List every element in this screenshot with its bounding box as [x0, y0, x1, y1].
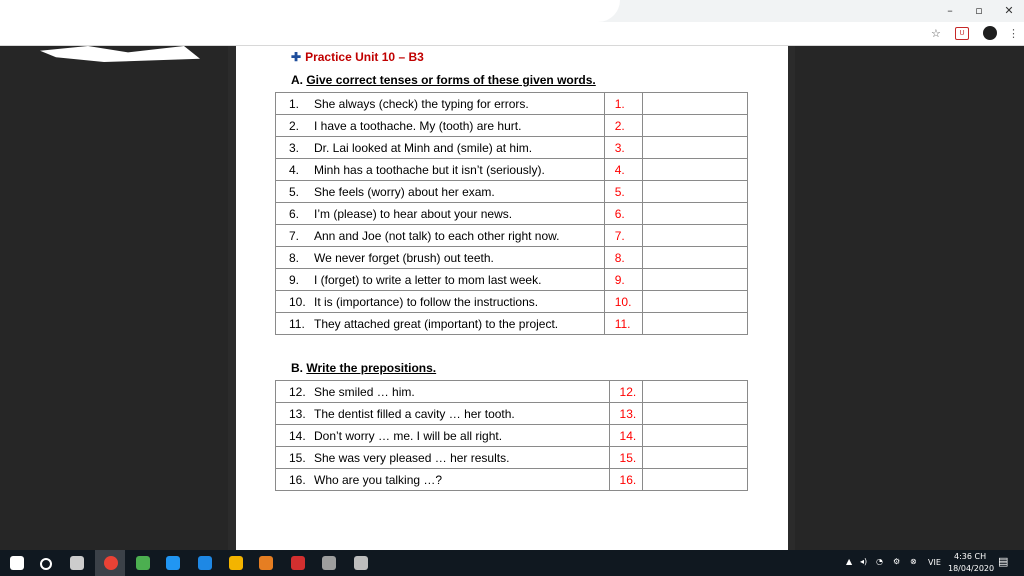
sync-icon[interactable]: ⚙	[893, 557, 901, 566]
question-number: 10.	[289, 294, 306, 309]
answer-number: 3.	[604, 137, 642, 159]
extension-icon[interactable]: U	[955, 27, 969, 40]
question-cell	[276, 203, 605, 225]
question-cell	[276, 247, 605, 269]
answer-number: 8.	[604, 247, 642, 269]
answer-number: 15.	[609, 447, 642, 469]
question-number: 7.	[289, 228, 300, 243]
question-row	[276, 159, 748, 181]
question-cell	[276, 269, 605, 291]
section-a-prefix: A.	[291, 73, 303, 87]
notification-icon[interactable]: ▤	[998, 555, 1009, 568]
answer-number: 9.	[604, 269, 642, 291]
right-viewer-pane	[795, 46, 1024, 550]
profile-avatar[interactable]	[983, 26, 997, 40]
question-text: It is (importance) to follow the instructions.	[314, 294, 539, 309]
question-text: She smiled … him.	[314, 384, 415, 399]
answer-blank-cell[interactable]	[642, 381, 748, 403]
question-cell	[276, 159, 605, 181]
clock-date[interactable]: 18/04/2020	[948, 564, 995, 573]
minimize-button[interactable]: –	[947, 4, 953, 17]
section-a-heading-text: Give correct tenses or forms of these given words.	[306, 73, 596, 87]
question-text: Don’t worry … me. I will be all right.	[314, 428, 503, 443]
question-text: Minh has a toothache but it isn’t (seriously).	[314, 162, 545, 177]
network-icon[interactable]: ◔	[876, 557, 883, 566]
question-cell	[276, 403, 610, 425]
question-row	[276, 469, 748, 491]
answer-number: 11.	[604, 313, 642, 335]
answer-number: 13.	[609, 403, 642, 425]
question-number: 12.	[289, 384, 306, 399]
question-cell	[276, 115, 605, 137]
answer-number: 12.	[609, 381, 642, 403]
answer-blank-cell[interactable]	[642, 447, 748, 469]
question-number: 16.	[289, 472, 306, 487]
question-text: We never forget (brush) out teeth.	[314, 250, 494, 265]
answer-blank-cell[interactable]	[642, 247, 747, 269]
question-cell	[276, 469, 610, 491]
section-a-heading	[291, 73, 596, 87]
answer-number: 4.	[604, 159, 642, 181]
file-explorer-icon[interactable]	[229, 556, 243, 570]
question-number: 15.	[289, 450, 306, 465]
windows-start-icon[interactable]	[10, 556, 24, 570]
question-row	[276, 313, 748, 335]
question-number: 4.	[289, 162, 300, 177]
question-text: The dentist filled a cavity … her tooth.	[314, 406, 515, 421]
answer-number: 6.	[604, 203, 642, 225]
question-row	[276, 137, 748, 159]
search-icon[interactable]	[40, 558, 52, 570]
section-b-heading-text: Write the prepositions.	[306, 361, 437, 375]
question-cell	[276, 425, 610, 447]
question-number: 14.	[289, 428, 306, 443]
question-text: I’m (please) to hear about your news.	[314, 206, 513, 221]
question-cell	[276, 225, 605, 247]
question-cell	[276, 291, 605, 313]
question-number: 1.	[289, 96, 300, 111]
question-text: Who are you talking …?	[314, 472, 443, 487]
question-number: 9.	[289, 272, 300, 287]
answer-blank-cell[interactable]	[642, 181, 747, 203]
answer-number: 14.	[609, 425, 642, 447]
question-number: 13.	[289, 406, 306, 421]
answer-blank-cell[interactable]	[642, 291, 747, 313]
answer-blank-cell[interactable]	[642, 425, 748, 447]
bookmark-star-icon[interactable]: ☆	[931, 27, 941, 40]
answer-blank-cell[interactable]	[642, 269, 747, 291]
answer-blank-cell[interactable]	[642, 469, 748, 491]
answer-blank-cell[interactable]	[642, 93, 747, 115]
language-indicator[interactable]: VIE	[928, 558, 941, 567]
left-viewer-pane	[0, 46, 228, 550]
redaction-scribble	[0, 0, 620, 22]
question-row	[276, 203, 748, 225]
question-row	[276, 181, 748, 203]
windows-taskbar	[0, 550, 1024, 576]
question-row	[276, 93, 748, 115]
section-b-table	[275, 380, 748, 491]
question-cell	[276, 447, 610, 469]
question-cell	[276, 381, 610, 403]
answer-number: 1.	[604, 93, 642, 115]
clock-time[interactable]: 4:36 CH	[954, 552, 987, 561]
question-cell	[276, 137, 605, 159]
answer-blank-cell[interactable]	[642, 225, 747, 247]
answer-blank-cell[interactable]	[642, 115, 747, 137]
question-text: I have a toothache. My (tooth) are hurt.	[314, 118, 522, 133]
calculator-icon[interactable]	[322, 556, 336, 570]
question-cell	[276, 181, 605, 203]
question-number: 11.	[289, 316, 305, 331]
question-text: She always (check) the typing for errors.	[314, 96, 529, 111]
chrome-alt-icon[interactable]	[166, 556, 180, 570]
question-text: They attached great (important) to the project.	[314, 316, 559, 331]
question-text: Ann and Joe (not talk) to each other right now.	[314, 228, 560, 243]
answer-blank-cell[interactable]	[642, 137, 747, 159]
browser-menu-icon[interactable]: ⋮	[1008, 27, 1019, 40]
question-row	[276, 269, 748, 291]
question-text: I (forget) to write a letter to mom last week.	[314, 272, 542, 287]
question-text: Dr. Lai looked at Minh and (smile) at him.	[314, 140, 533, 155]
chrome-icon[interactable]	[104, 556, 118, 570]
app-u-icon[interactable]	[354, 556, 368, 570]
worksheet-title-text: Practice Unit 10 – B3	[305, 50, 424, 64]
section-b-heading	[291, 361, 436, 375]
answer-blank-cell[interactable]	[642, 159, 747, 181]
answer-blank-cell[interactable]	[642, 313, 747, 335]
answer-blank-cell[interactable]	[642, 203, 747, 225]
worksheet-title	[291, 50, 424, 64]
app-flag-icon[interactable]	[259, 556, 273, 570]
answer-number: 2.	[604, 115, 642, 137]
app-red-icon[interactable]	[291, 556, 305, 570]
question-text: She was very pleased … her results.	[314, 450, 510, 465]
question-number: 5.	[289, 184, 300, 199]
question-cell	[276, 313, 605, 335]
close-button[interactable]: ✕	[1004, 4, 1014, 17]
answer-blank-cell[interactable]	[642, 403, 748, 425]
app-green-icon[interactable]	[136, 556, 150, 570]
answer-number: 5.	[604, 181, 642, 203]
section-a-table	[275, 92, 748, 335]
restore-button[interactable]: ▫	[975, 4, 983, 17]
question-row	[276, 381, 748, 403]
question-row	[276, 291, 748, 313]
answer-number: 10.	[604, 291, 642, 313]
volume-icon[interactable]: ◂)	[860, 557, 868, 566]
pushpin-icon: ✚	[291, 50, 302, 64]
answer-number: 7.	[604, 225, 642, 247]
question-text: She feels (worry) about her exam.	[314, 184, 495, 199]
tray-chevron-icon[interactable]: ▲	[846, 557, 853, 566]
question-row	[276, 115, 748, 137]
question-number: 2.	[289, 118, 300, 133]
question-number: 8.	[289, 250, 300, 265]
answer-number: 16.	[609, 469, 642, 491]
browser-chrome	[0, 0, 1024, 46]
question-number: 3.	[289, 140, 300, 155]
ime-icon[interactable]: ⊗	[910, 557, 917, 566]
question-row	[276, 447, 748, 469]
redaction-scribble-left	[40, 46, 200, 62]
question-row	[276, 425, 748, 447]
section-b-prefix: B.	[291, 361, 303, 375]
question-row	[276, 225, 748, 247]
question-row	[276, 247, 748, 269]
question-row	[276, 403, 748, 425]
edge-icon[interactable]	[198, 556, 212, 570]
question-cell	[276, 93, 605, 115]
task-view-icon[interactable]	[70, 556, 84, 570]
question-number: 6.	[289, 206, 300, 221]
